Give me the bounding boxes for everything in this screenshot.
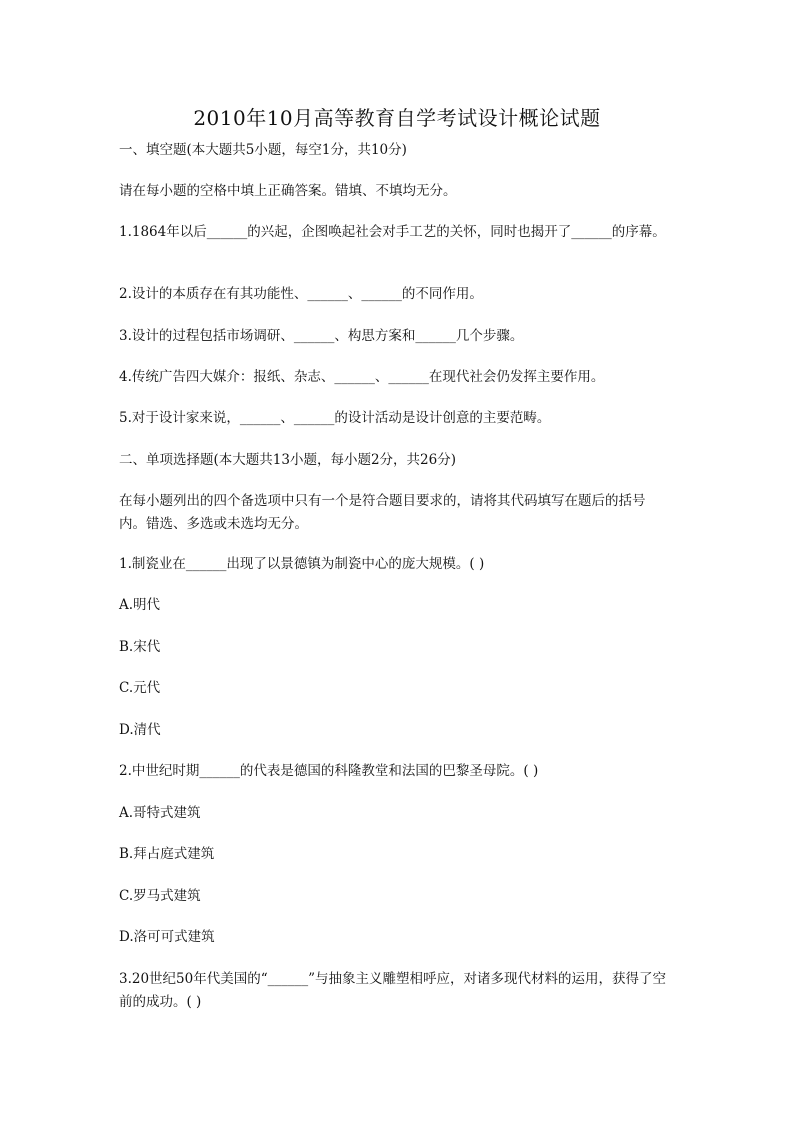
choice-question-2-option-b: B.拜占庭式建筑 [119,846,215,862]
fill-question-5: 5.对于设计家来说，______、______的设计活动是设计创意的主要范畴。 [119,410,551,426]
fill-question-3: 3.设计的过程包括市场调研、______、构思方案和______几个步骤。 [119,328,524,344]
fill-question-2: 2.设计的本质存在有其功能性、______、______的不同作用。 [119,286,483,302]
choice-question-1-option-d: D.清代 [119,722,161,738]
choice-question-2-stem: 2.中世纪时期______的代表是德国的科隆教堂和法国的巴黎圣母院。( ) [119,763,539,779]
page-title: 2010年10月高等教育自学考试设计概论试题 [193,106,601,130]
choice-question-1-option-b: B.宋代 [119,639,161,655]
section1-instruction: 请在每小题的空格中填上正确答案。错填、不填均无分。 [119,183,457,199]
section2-heading: 二、单项选择题(本大题共13小题，每小题2分，共26分) [119,452,456,468]
section2-instruction: 在每小题列出的四个备选项中只有一个是符合题目要求的，请将其代码填写在题后的括号内。错选、多选或未选均无分。 [119,493,646,532]
fill-question-1: 1.1864年以后______的兴起，企图唤起社会对手工艺的关怀，同时也揭开了______的序幕。 [119,224,666,240]
choice-question-1-stem: 1.制瓷业在______出现了以景德镇为制瓷中心的庞大规模。( ) [119,556,485,572]
choice-question-2-option-a: A.哥特式建筑 [119,805,201,821]
choice-question-3-stem: 3.20世纪50年代美国的“______”与抽象主义雕塑相呼应，对诸多现代材料的运用，获得了空前的成功。( ) [119,971,667,1010]
choice-question-1-option-c: C.元代 [119,680,161,696]
choice-question-2-option-c: C.罗马式建筑 [119,888,201,904]
choice-question-2-option-d: D.洛可可式建筑 [119,929,215,945]
section1-heading: 一、填空题(本大题共5小题，每空1分，共10分) [119,142,407,158]
fill-question-4: 4.传统广告四大媒介：报纸、杂志、______、______在现代社会仍发挥主要作用。 [119,369,605,385]
choice-question-1-option-a: A.明代 [119,597,161,613]
